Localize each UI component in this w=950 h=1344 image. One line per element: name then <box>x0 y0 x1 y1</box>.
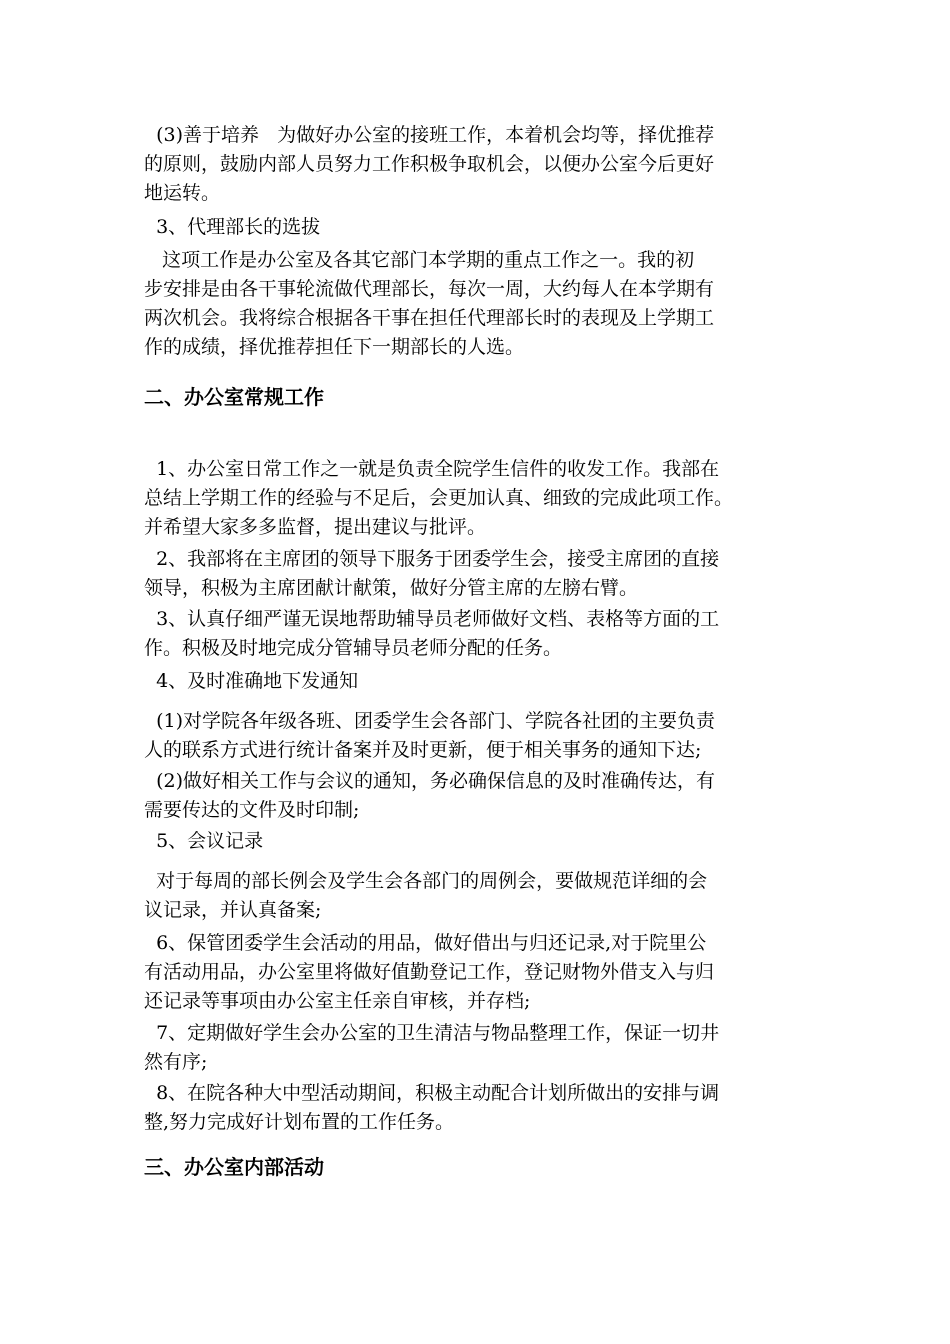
paragraph <box>144 867 824 925</box>
paragraph-line: 作的成绩，择优推荐担任下一期部长的人选。 <box>144 336 525 358</box>
paragraph-line: 两次机会。我将综合根据各干事在担任代理部长时的表现及上学期工 <box>144 307 715 329</box>
paragraph <box>144 545 824 603</box>
paragraph-line: 总结上学期工作的经验与不足后，会更加认真、细致的完成此项工作。 <box>144 487 734 509</box>
paragraph <box>144 1079 824 1137</box>
paragraph-line: 3、认真仔细严谨无误地帮助辅导员老师做好文档、表格等方面的工 <box>144 608 720 630</box>
paragraph-line: 5、会议记录 <box>144 830 264 852</box>
paragraph-line: 整,努力完成好计划布置的工作任务。 <box>144 1111 455 1133</box>
paragraph <box>144 667 824 696</box>
paragraph <box>144 246 824 362</box>
paragraph <box>144 605 824 663</box>
paragraph <box>144 929 824 1016</box>
paragraph <box>144 121 824 208</box>
paragraph <box>144 767 824 825</box>
paragraph <box>144 827 824 856</box>
paragraph-line: 3、代理部长的选拔 <box>144 216 321 238</box>
paragraph-line: (2)做好相关工作与会议的通知，务必确保信息的及时准确传达，有 <box>144 770 715 792</box>
paragraph-line: 还记录等事项由办公室主任亲自审核，并存档; <box>144 990 531 1012</box>
paragraph-line: 1、办公室日常工作之一就是负责全院学生信件的收发工作。我部在 <box>144 458 720 480</box>
paragraph-line: 对于每周的部长例会及学生会各部门的周例会，要做规范详细的会 <box>144 870 708 892</box>
paragraph-line: 议记录，并认真备案; <box>144 899 322 921</box>
paragraph-line: 的原则，鼓励内部人员努力工作积极争取机会，以便办公室今后更好 <box>144 153 715 175</box>
section-heading: 二、办公室常规工作 <box>144 385 324 409</box>
paragraph-line: 领导，积极为主席团献计献策，做好分管主席的左膀右臂。 <box>144 577 639 599</box>
paragraph-line: (1)对学院各年级各班、团委学生会各部门、学院各社团的主要负责 <box>144 710 715 732</box>
paragraph-line: 地运转。 <box>144 182 221 204</box>
paragraph-line: 步安排是由各干事轮流做代理部长，每次一周，大约每人在本学期有 <box>144 278 715 300</box>
paragraph-line: 2、我部将在主席团的领导下服务于团委学生会，接受主席团的直接 <box>144 548 720 570</box>
paragraph-line: (3)善于培养 为做好办公室的接班工作，本着机会均等，择优推荐 <box>144 124 715 146</box>
paragraph-line: 4、及时准确地下发通知 <box>144 670 359 692</box>
paragraph-line: 6、保管团委学生会活动的用品，做好借出与归还记录,对于院里公 <box>144 932 707 954</box>
paragraph-line: 人的联系方式进行统计备案并及时更新，便于相关事务的通知下达; <box>144 739 702 761</box>
paragraph-line: 有活动用品，办公室里将做好值勤登记工作，登记财物外借支入与归 <box>144 961 715 983</box>
paragraph-line: 作。积极及时地完成分管辅导员老师分配的任务。 <box>144 637 563 659</box>
paragraph-line: 并希望大家多多监督，提出建议与批评。 <box>144 516 487 538</box>
section-heading: 三、办公室内部活动 <box>144 1155 324 1179</box>
paragraph <box>144 707 824 765</box>
paragraph <box>144 213 824 242</box>
paragraph <box>144 455 824 542</box>
paragraph-line: 8、在院各种大中型活动期间，积极主动配合计划所做出的安排与调 <box>144 1082 720 1104</box>
paragraph-line: 需要传达的文件及时印制; <box>144 799 360 821</box>
paragraph-line: 然有序; <box>144 1051 208 1073</box>
paragraph <box>144 1019 824 1077</box>
paragraph-line: 这项工作是办公室及各其它部门本学期的重点工作之一。我的初 <box>144 249 695 271</box>
paragraph-line: 7、定期做好学生会办公室的卫生清洁与物品整理工作，保证一切井 <box>144 1022 720 1044</box>
